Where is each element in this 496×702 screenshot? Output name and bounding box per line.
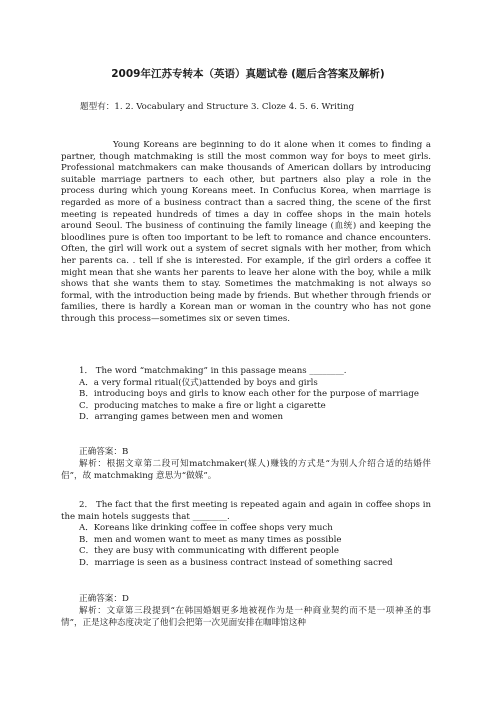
question-types-line: 题型有：1. 2. Vocabulary and Structure 3. Cloze 4. 5. 6. Writing [80,102,355,112]
explanation-2: 解析：文章第三段提到“在韩国婚姻更多地被视作为是一种商业契约而不是一项神圣的事情”，正是这种态度决定了他们会把第一次见面安排在咖啡馆这种 [61,606,431,628]
option-a: A．Koreans like drinking coffee in coffee shops very much [79,523,333,534]
question-1 [61,366,431,424]
option-d: D．arranging games between men and women [79,412,284,423]
question-2 [61,500,431,570]
option-c: C．they are busy with communicating with different people [79,546,340,557]
answer-1: 正确答案：B [79,447,129,457]
answer-2: 正确答案：D [79,594,129,604]
option-b: B．introducing boys and girls to know each other for the purpose of marriage [79,389,419,400]
option-d: D．marriage is seen as a business contract instead of something sacred [79,557,393,568]
option-c: C．producing matches to make a fire or light a cigarette [79,400,326,411]
document-title: 2009年江苏专转本（英语）真题试卷 (题后含答案及解析) [111,68,385,80]
question-stem: 1． The word “matchmaking” in this passage means ________. [79,366,347,376]
option-b: B．men and women want to meet as many times as possible [79,534,342,545]
option-a: A．a very formal ritual(仪式)attended by boys and girls [79,377,318,388]
question-stem: 2． The fact that the first meeting is repeated again and again in coffee shops in the main hotels suggests that ________. [61,500,431,522]
reading-passage: Young Koreans are beginning to do it alone when it comes to finding a partner, though matchmaking is still the most common way for boys to meet girls. Professional matchmakers can make thousands of American dollars by introducing suitable marriage partners to each other, but partners also play a role in the process during which young Koreans meet. In Confucius Korea, when marriage is regarded as more of a business contract than a sacred thing, the scene of the first meeting is repeated hundreds of times a day in coffee shops in the main hotels around Seoul. The business of continuing the family lineage (血统) and keeping the bloodlines pure is often too important to be left to romance and chance encounters. Often, the girl will work out a system of secret signals with her mother, from which her parents ca. . tell if she is interested. For example, if the girl orders a coffee it might mean that she wants her parents to leave her alone with the boy, while a milk shows that she wants them to stay. Sometimes the matchmaking is not always so formal, with the introduction being made by friends. But whether through friends or families, there is hardly a Korean man or woman in the country who has not gone through this process—sometimes six or seven times. [61,140,431,324]
explanation-1: 解析：根据文章第二段可知matchmaker(媒人)赚钱的方式是“为别人介绍合适的结婚伴侣”，故 matchmaking 意思为“做媒”。 [61,459,431,481]
